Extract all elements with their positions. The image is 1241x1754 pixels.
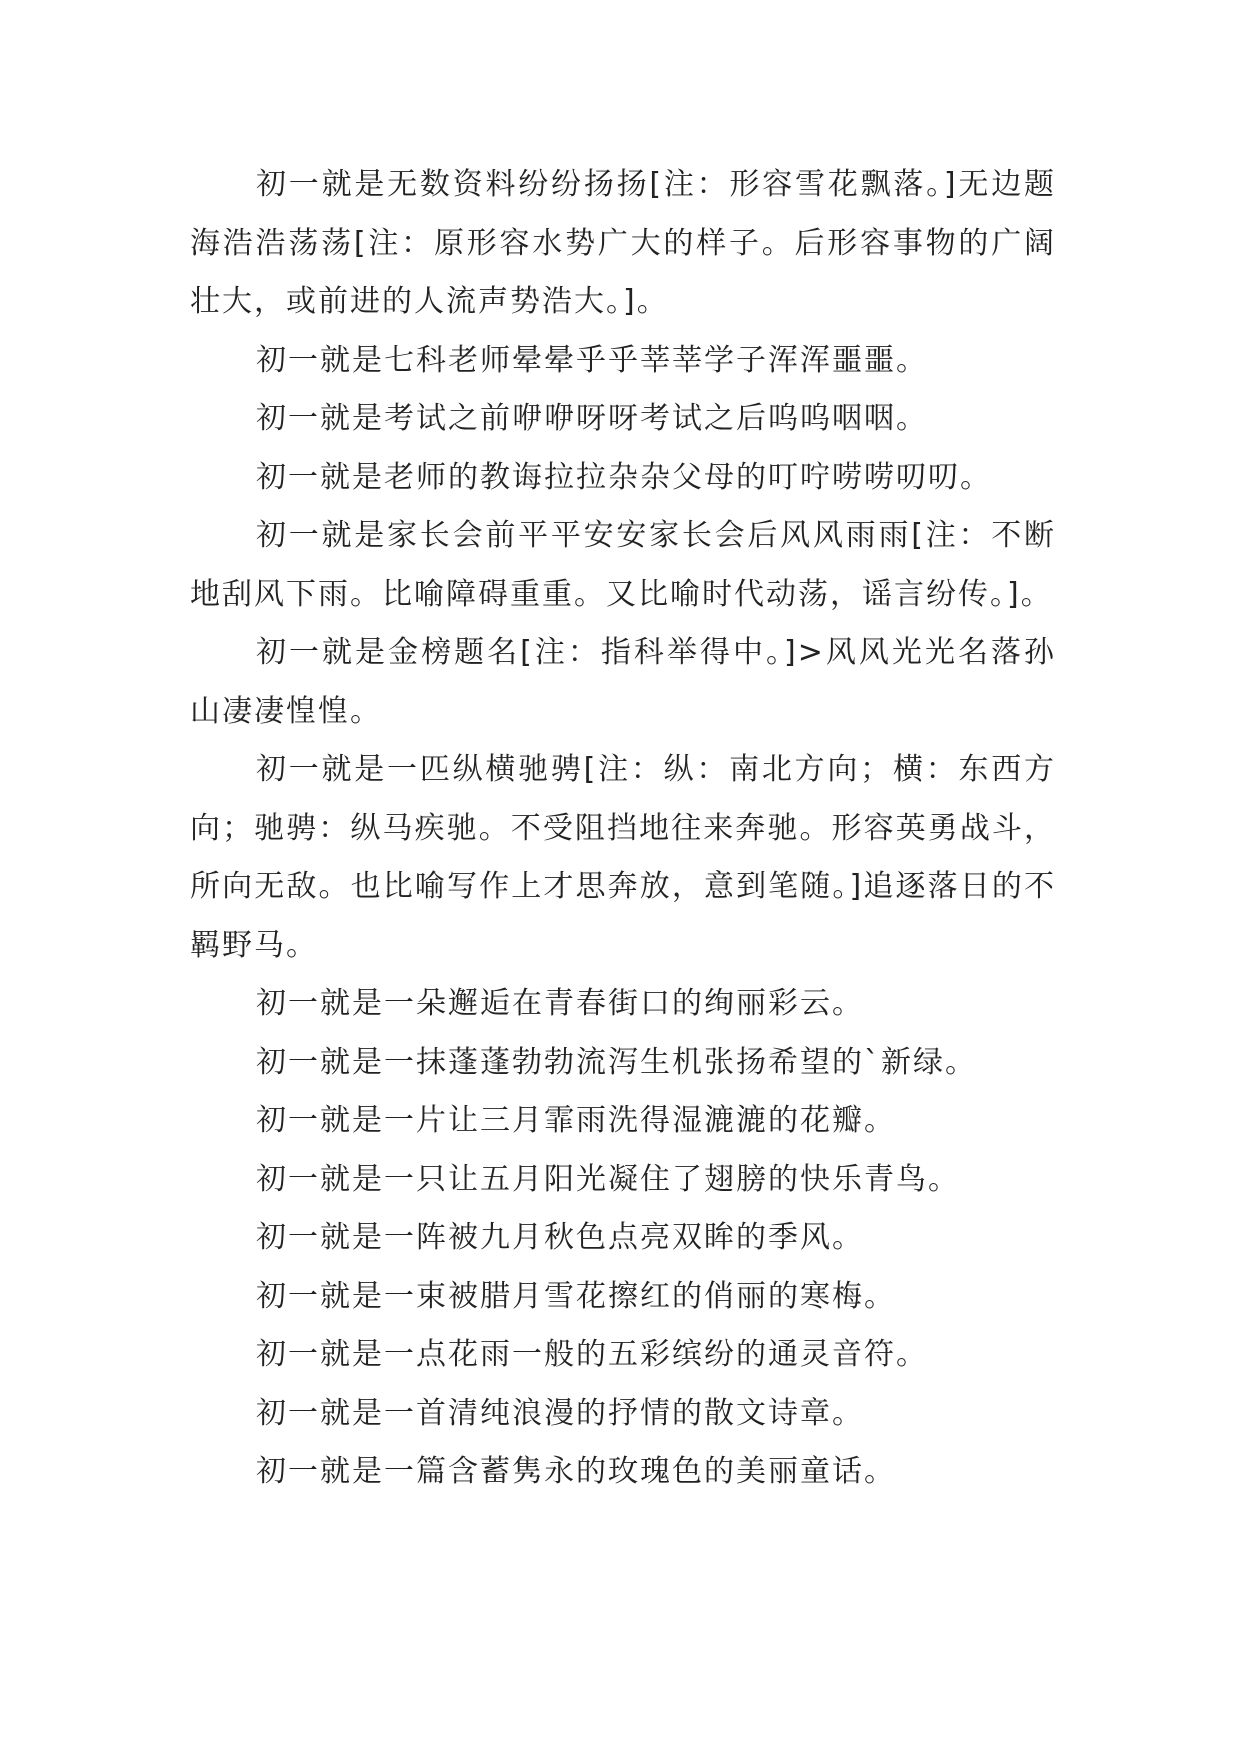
paragraph: 初一就是家长会前平平安安家长会后风风雨雨[注：不断地刮风下雨。比喻障碍重重。又比喻时代动荡，谣言纷传。]。: [190, 518, 1056, 612]
paragraph: 初一就是七科老师晕晕乎乎莘莘学子浑浑噩噩。: [256, 342, 928, 378]
paragraph: 初一就是一首清纯浪漫的抒情的散文诗章。: [256, 1395, 864, 1431]
paragraph: 初一就是一篇含蓄隽永的玫瑰色的美丽童话。: [256, 1454, 896, 1489]
document-body: [190, 156, 1056, 1502]
paragraph: 初一就是考试之前咿咿呀呀考试之后呜呜咽咽。: [256, 401, 928, 436]
paragraph: 初一就是一阵被九月秋色点亮双眸的季风。: [256, 1220, 864, 1255]
paragraph: 初一就是一匹纵横驰骋[注：纵：南北方向；横：东西方向；驰骋：纵马疾驰。不受阻挡地往来奔驰。形容英勇战斗，所向无敌。也比喻写作上才思奔放，意到笔随。]追逐落日的不羁野马。: [190, 752, 1056, 963]
paragraph: 初一就是老师的教诲拉拉杂杂父母的叮咛唠唠叨叨。: [256, 459, 992, 495]
paragraph: 初一就是一束被腊月雪花擦红的俏丽的寒梅。: [256, 1278, 896, 1314]
paragraph: 初一就是无数资料纷纷扬扬[注：形容雪花飘落。]无边题海浩浩荡荡[注：原形容水势广大的样子。后形容事物的广阔壮大，或前进的人流声势浩大。]。: [190, 167, 1056, 319]
paragraph: 初一就是一朵邂逅在青春街口的绚丽彩云。: [256, 986, 864, 1021]
paragraph: 初一就是金榜题名[注：指科举得中。]>风风光光名落孙山凄凄惶惶。: [190, 635, 1056, 729]
paragraph: 初一就是一点花雨一般的五彩缤纷的通灵音符。: [256, 1337, 928, 1372]
paragraph: 初一就是一片让三月霏雨洗得湿漉漉的花瓣。: [256, 1103, 896, 1138]
paragraph: 初一就是一抹蓬蓬勃勃流泻生机张扬希望的`新绿。: [256, 1044, 977, 1080]
paragraph: 初一就是一只让五月阳光凝住了翅膀的快乐青鸟。: [256, 1161, 960, 1197]
